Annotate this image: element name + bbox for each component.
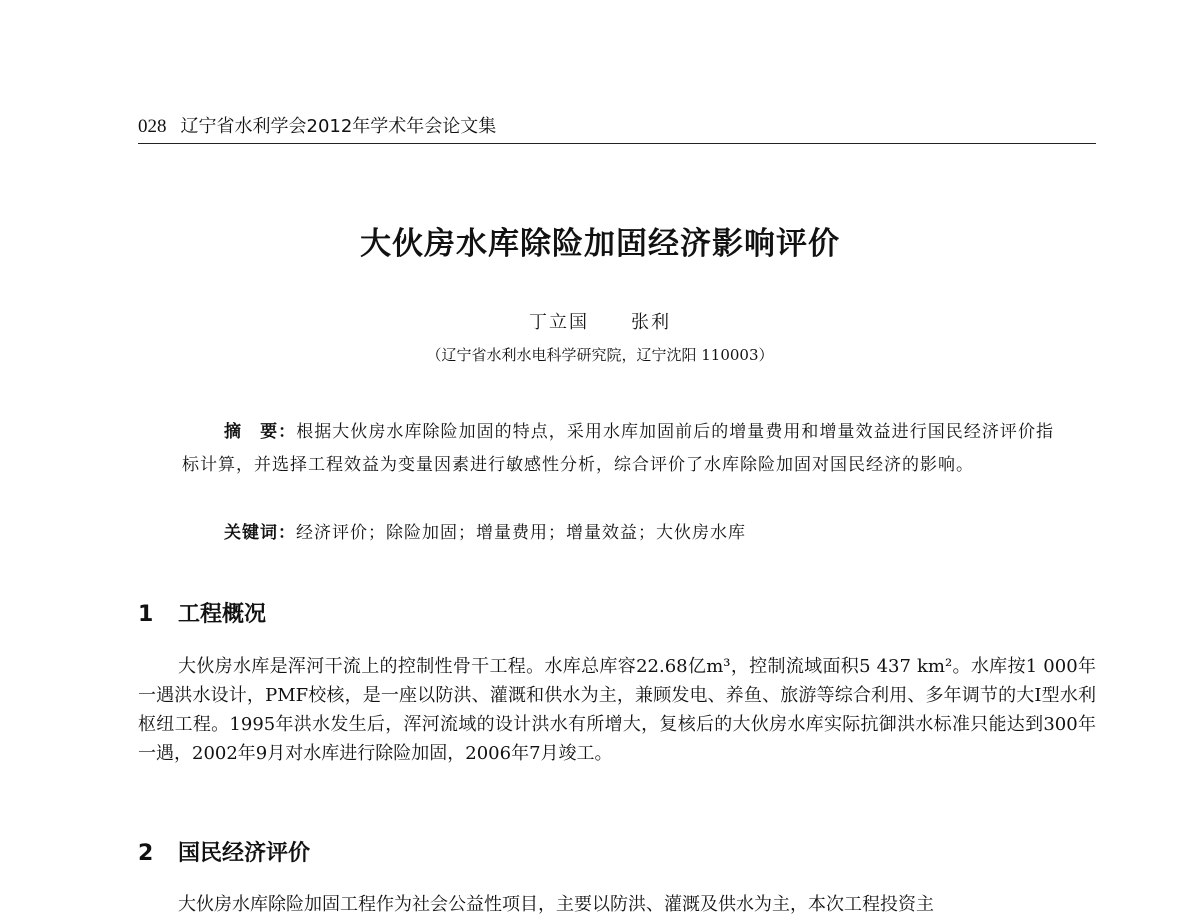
author-affiliation: （辽宁省水利水电科学研究院，辽宁沈阳 110003） [426,346,774,364]
body-paragraph: 大伙房水库除险加固工程作为社会公益性项目，主要以防洪、灌溉及供水为主，本次工程投资主 [178,894,934,915]
section-title: 工程概况 [178,602,267,627]
section-heading [138,599,266,631]
author-name: 丁立国 [529,312,589,333]
author-list [0,310,1200,336]
keywords-label: 关键词： [224,523,296,543]
abstract-label: 摘 要： [224,422,297,442]
section-number: 2 [138,841,154,866]
body-paragraph: 大伙房水库是浑河干流上的控制性骨干工程。水库总库容22.68亿m³，控制流域面积5 437 km²。水库按1 000年一遇洪水设计，PMF校核，是一座以防洪、灌溉和供水为主，兼顾发电、养鱼、旅游等综合利用、多年调节的大Ⅰ型水利枢纽工程。1995年洪水发生后，浑河流域的设计洪水有所增大，复核后的大伙房水库实际抗御洪水标准只能达到300年一遇，2002年9月对水库进行除险加固，2006年7月竣工。 [138,656,1096,764]
keywords [224,518,1084,548]
journal-title: 辽宁省水利学会2012年学术年会论文集 [180,116,497,137]
keywords-text: 经济评价；除险加固；增量费用；增量效益；大伙房水库 [296,523,746,543]
section-number: 1 [138,602,154,627]
section-title: 国民经济评价 [178,841,311,866]
abstract [182,416,1054,482]
author-name: 张利 [631,312,671,333]
page-number: 028 [138,116,167,137]
abstract-text: 根据大伙房水库除险加固的特点，采用水库加固前后的增量费用和增量效益进行国民经济评价指标计算，并选择工程效益为变量因素进行敏感性分析，综合评价了水库除险加固对国民经济的影响。 [182,422,1055,475]
paper-title: 大伙房水库除险加固经济影响评价 [360,226,840,262]
section-heading [138,838,310,870]
running-header [138,113,1096,144]
